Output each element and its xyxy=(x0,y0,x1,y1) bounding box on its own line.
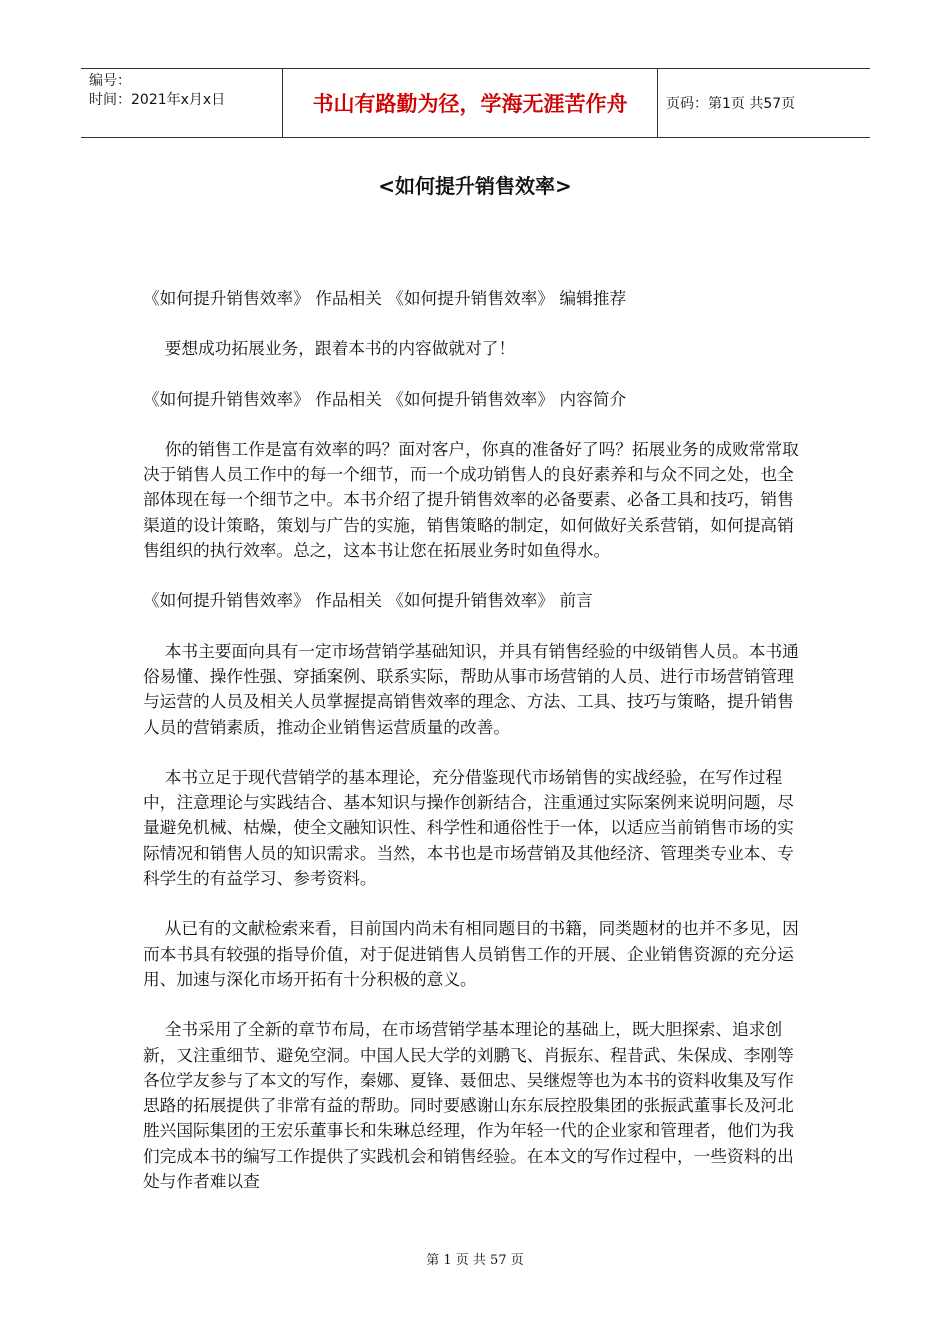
document-number-label: 编号： xyxy=(89,73,131,89)
header-page-info: 页码：第1页 共57页 xyxy=(666,96,796,112)
page-footer: 第 1 页 共 57 页 xyxy=(426,1253,524,1268)
body-paragraph: 全书采用了全新的章节布局，在市场营销学基本理论的基础上，既大胆探索、追求创新，又注重细节、避免空洞。中国人民大学的刘鹏飞、肖振东、程昔武、朱保成、李刚等各位学友参与了本文的写作，秦娜、夏锋、聂佃忠、吴继煜等也为本书的资料收集及写作思路的拓展提供了非常有益的帮助。同时要感谢山东东辰控股集团的张振武董事长及河北胜兴国际集团的王宏乐董事长和朱琳总经理，作为年轻一代的企业家和管理者，他们为我们完成本书的编写工作提供了实践机会和销售经验。在本文的写作过程中，一些资料的出处与作者难以查 xyxy=(143,1019,794,1192)
body-paragraph: 从已有的文献检索来看，目前国内尚未有相同题目的书籍，同类题材的也并不多见，因而本书具有较强的指导价值，对于促进销售人员销售工作的开展、企业销售资源的充分运用、加速与深化市场开拓有十分积极的意义。 xyxy=(143,918,799,989)
body-paragraph: 本书主要面向具有一定市场营销学基础知识，并具有销售经验的中级销售人员。本书通俗易懂、操作性强、穿插案例、联系实际，帮助从事市场营销的人员、进行市场营销管理与运营的人员及相关人员掌握提高销售效率的理念、方法、工具、技巧与策略，提升销售人员的营销素质，推动企业销售运营质量的改善。 xyxy=(143,640,799,737)
document-title: <如何提升销售效率> xyxy=(378,174,572,198)
body-paragraph: 要想成功拓展业务，跟着本书的内容做就对了！ xyxy=(164,338,516,359)
body-paragraph: 本书立足于现代营销学的基本理论，充分借鉴现代市场销售的实战经验，在写作过程中，注意理论与实践结合、基本知识与操作创新结合，注重通过实际案例来说明问题，尽量避免机械、枯燥，使全文融知识性、科学性和通俗性于一体，以适应当前销售市场的实际情况和销售人员的知识需求。当然，本书也是市场营销及其他经济、管理类专业本、专科学生的有益学习、参考资料。 xyxy=(143,766,794,889)
document-date: 时间：2021年x月x日 xyxy=(89,92,226,108)
header-motto: 书山有路勤为径，学海无涯苦作舟 xyxy=(283,69,658,137)
document-body xyxy=(143,286,808,1219)
section-heading-preface: 《如何提升销售效率》 作品相关 《如何提升销售效率》 前言 xyxy=(143,590,593,611)
section-heading-editor-recommendation: 《如何提升销售效率》 作品相关 《如何提升销售效率》 编辑推荐 xyxy=(143,288,627,308)
section-heading-summary: 《如何提升销售效率》 作品相关 《如何提升销售效率》 内容简介 xyxy=(143,388,627,409)
body-paragraph: 你的销售工作是富有效率的吗？面对客户，你真的准备好了吗？拓展业务的成败常常取决于销售人员工作中的每一个细节，而一个成功销售人的良好素养和与众不同之处，也全部体现在每一个细节之中。本书介绍了提升销售效率的必备要素、必备工具和技巧，销售渠道的设计策略，策划与广告的实施，销售策略的制定，如何做好关系营销，如何提高销售组织的执行效率。总之，这本书让您在拓展业务时如鱼得水。 xyxy=(143,438,799,561)
document-header xyxy=(81,68,870,138)
header-meta xyxy=(81,69,283,137)
